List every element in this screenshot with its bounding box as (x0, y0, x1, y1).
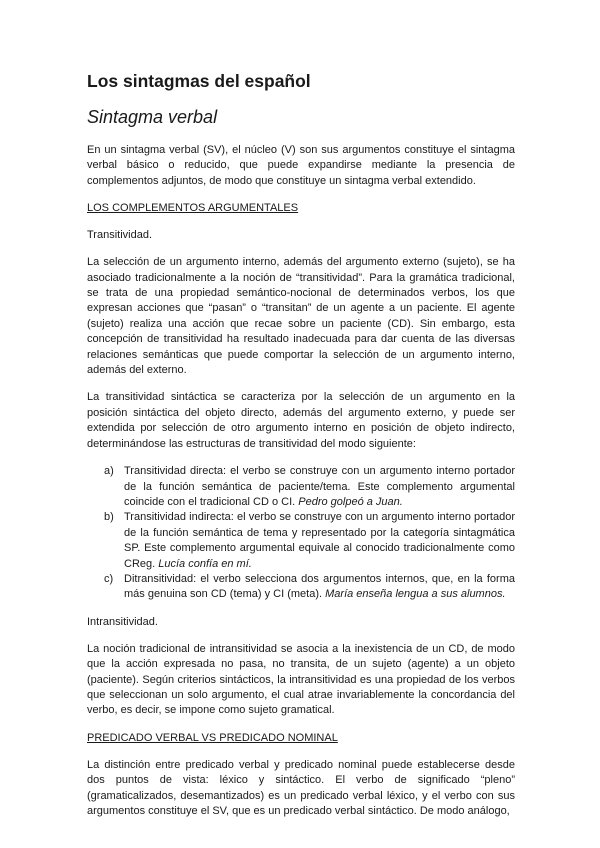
list-marker: c) (104, 572, 114, 585)
list-item-example: María enseña lengua a sus alumnos. (325, 588, 506, 601)
paragraph-transitividad-1: La selección de un argumento interno, además del argumento externo (sujeto), se ha asociado tradicionalmente a la noción de “transitividad”. Para la gramática tradicional, se trata de una propiedad semántico-nocional de determinados verbos, los que expresan acciones que “pasan” o “transitan” de un agente a un paciente. El agente (sujeto) realiza una acción que recae sobre un paciente (CD). Sin embargo, esta concepción de transitividad ha resultado inadecuada para dar cuenta de las diversas relaciones semánticas que puede comportar la selección de un argumento interno, además del externo. (87, 256, 515, 377)
list-marker: a) (104, 465, 114, 478)
section-heading-complementos: LOS COMPLEMENTOS ARGUMENTALES (87, 202, 299, 215)
list-item-text: Ditransitividad: el verbo selecciona dos argumentos internos, que, en la forma más genuina son CD (tema) y CI (meta). (124, 572, 515, 601)
list-item (104, 464, 515, 510)
list-item-example: Pedro golpeó a Juan. (298, 495, 403, 508)
section-subtitle: Sintagma verbal (87, 107, 218, 127)
list-item (104, 510, 515, 572)
document-title: Los sintagmas del español (87, 71, 311, 91)
paragraph-intransitividad: La noción tradicional de intransitividad se asocia a la inexistencia de un CD, de modo que la acción expresada no pasa, no transita, de un sujeto (agente) a un objeto (paciente). Según criterios sintácticos, la intransitividad es una propiedad de los verbos que seleccionan un solo argumento, el cual atrae invariablemente la concordancia del verbo, es decir, se impone como sujeto gramatical. (87, 642, 515, 717)
paragraph-predicado: La distinción entre predicado verbal y predicado nominal puede establecerse desde dos puntos de vista: léxico y sintáctico. El verbo de significado “pleno” (gramaticalizados, desemantizados) es un predicado verbal léxico, y el verbo con sus argumentos constituye el SV, que es un predicado verbal sintáctico. De modo análogo, (87, 758, 515, 817)
list-marker: b) (104, 511, 114, 524)
paragraph-transitividad-2: La transitividad sintáctica se caracteriza por la selección de un argumento en la posición sintáctica del objeto directo, además del argumento externo, y puede ser extendida por selección de otro argumento interno en posición de objeto indirecto, determinándose las estructuras de transitividad del modo siguiente: (87, 391, 515, 450)
document-page (87, 70, 515, 831)
list-item-text: Transitividad directa: el verbo se construye con un argumento interno portador de la función semántica de paciente/tema. Este complemento argumental coincide con el tradicional CD o CI. (124, 465, 515, 508)
transitivity-list (87, 464, 515, 603)
list-item (104, 572, 515, 603)
subheading-transitividad: Transitividad. (87, 229, 153, 242)
subheading-intransitividad: Intransitividad. (87, 615, 158, 628)
intro-paragraph: En un sintagma verbal (SV), el núcleo (V) son sus argumentos constituye el sintagma verbal básico o reducido, que puede expandirse mediante la presencia de complementos adjuntos, de modo que constituye un sintagma verbal extendido. (87, 144, 515, 187)
section-heading-predicado: PREDICADO VERBAL VS PREDICADO NOMINAL (87, 731, 338, 744)
list-item-example: Lucía confía en mí. (158, 557, 252, 570)
list-item-text: Transitividad indirecta: el verbo se construye con un argumento interno portador de la función semántica de tema y representado por la categoría sintagmática SP. Este complemento argumental equivale al conocido tradicionalmente como CReg. (124, 511, 515, 570)
